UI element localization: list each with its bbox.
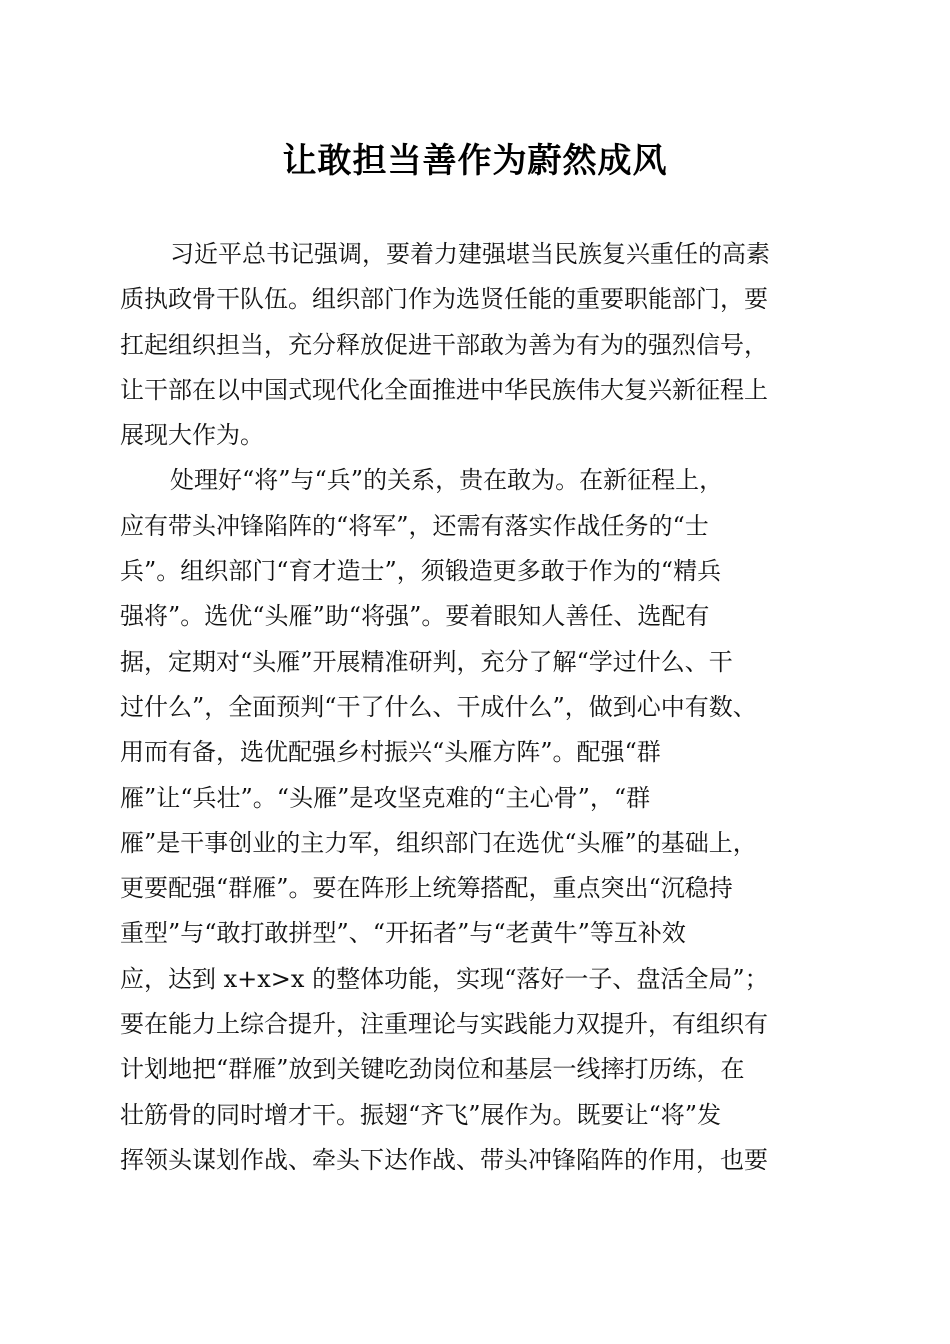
document-body (120, 232, 840, 1183)
paragraph-2-line: 重型”与“敢打敢拼型”、“开拓者”与“老黄牛”等互补效 (120, 919, 686, 948)
paragraph-1-line: 让干部在以中国式现代化全面推进中华民族伟大复兴新征程上 (120, 375, 768, 404)
paragraph-2-line: 雁”让“兵壮”。“头雁”是攻坚克难的“主心骨”，“群 (120, 783, 651, 812)
paragraph-2-line: 计划地把“群雁”放到关键吃劲岗位和基层一线摔打历练，在 (120, 1055, 745, 1084)
paragraph-2-line: 兵”。组织部门“育才造士”，须锻造更多敢于作为的“精兵 (120, 557, 722, 586)
paragraph-2-line: 强将”。选优“头雁”助“将强”。要着眼知人善任、选配有 (120, 602, 710, 631)
paragraph-1-line: 质执政骨干队伍。组织部门作为选贤任能的重要职能部门，要 (120, 285, 768, 314)
paragraph-2-line: 应有带头冲锋陷阵的“将军”，还需有落实作战任务的“士 (120, 511, 709, 540)
paragraph-2-line: 挥领头谋划作战、牵头下达作战、带头冲锋陷阵的作用，也要 (120, 1145, 768, 1174)
paragraph-2-line: 据，定期对“头雁”开展精准研判，充分了解“学过什么、干 (120, 647, 733, 676)
paragraph-1-line: 习近平总书记强调，要着力建强堪当民族复兴重任的高素 (170, 240, 770, 268)
document-title: 让敢担当善作为蔚然成风 (282, 141, 668, 181)
paragraph-2-line: 壮筋骨的同时增才干。振翅“齐飞”展作为。既要让“将”发 (120, 1100, 722, 1129)
paragraph-2-line: 用而有备，选优配强乡村振兴“头雁方阵”。配强“群 (120, 738, 661, 767)
paragraph-2-line: 处理好“将”与“兵”的关系，贵在敢为。在新征程上， (170, 466, 724, 495)
paragraph-2-line: 要在能力上综合提升，注重理论与实践能力双提升，有组织有 (120, 1010, 768, 1039)
paragraph-1-line: 扛起组织担当，充分释放促进干部敢为善为有为的强烈信号， (120, 330, 768, 359)
paragraph-1-line: 展现大作为。 (120, 421, 264, 450)
paragraph-2-line: 过什么”，全面预判“干了什么、干成什么”，做到心中有数、 (120, 692, 757, 721)
paragraph-2-line: 更要配强“群雁”。要在阵形上统筹搭配，重点突出“沉稳持 (120, 874, 733, 903)
paragraph-2-line: 应，达到 x+x>x 的整体功能，实现“落好一子、盘活全局”； (120, 964, 769, 993)
paragraph-2-line: 雁”是干事创业的主力军，组织部门在选优“头雁”的基础上， (120, 828, 757, 857)
